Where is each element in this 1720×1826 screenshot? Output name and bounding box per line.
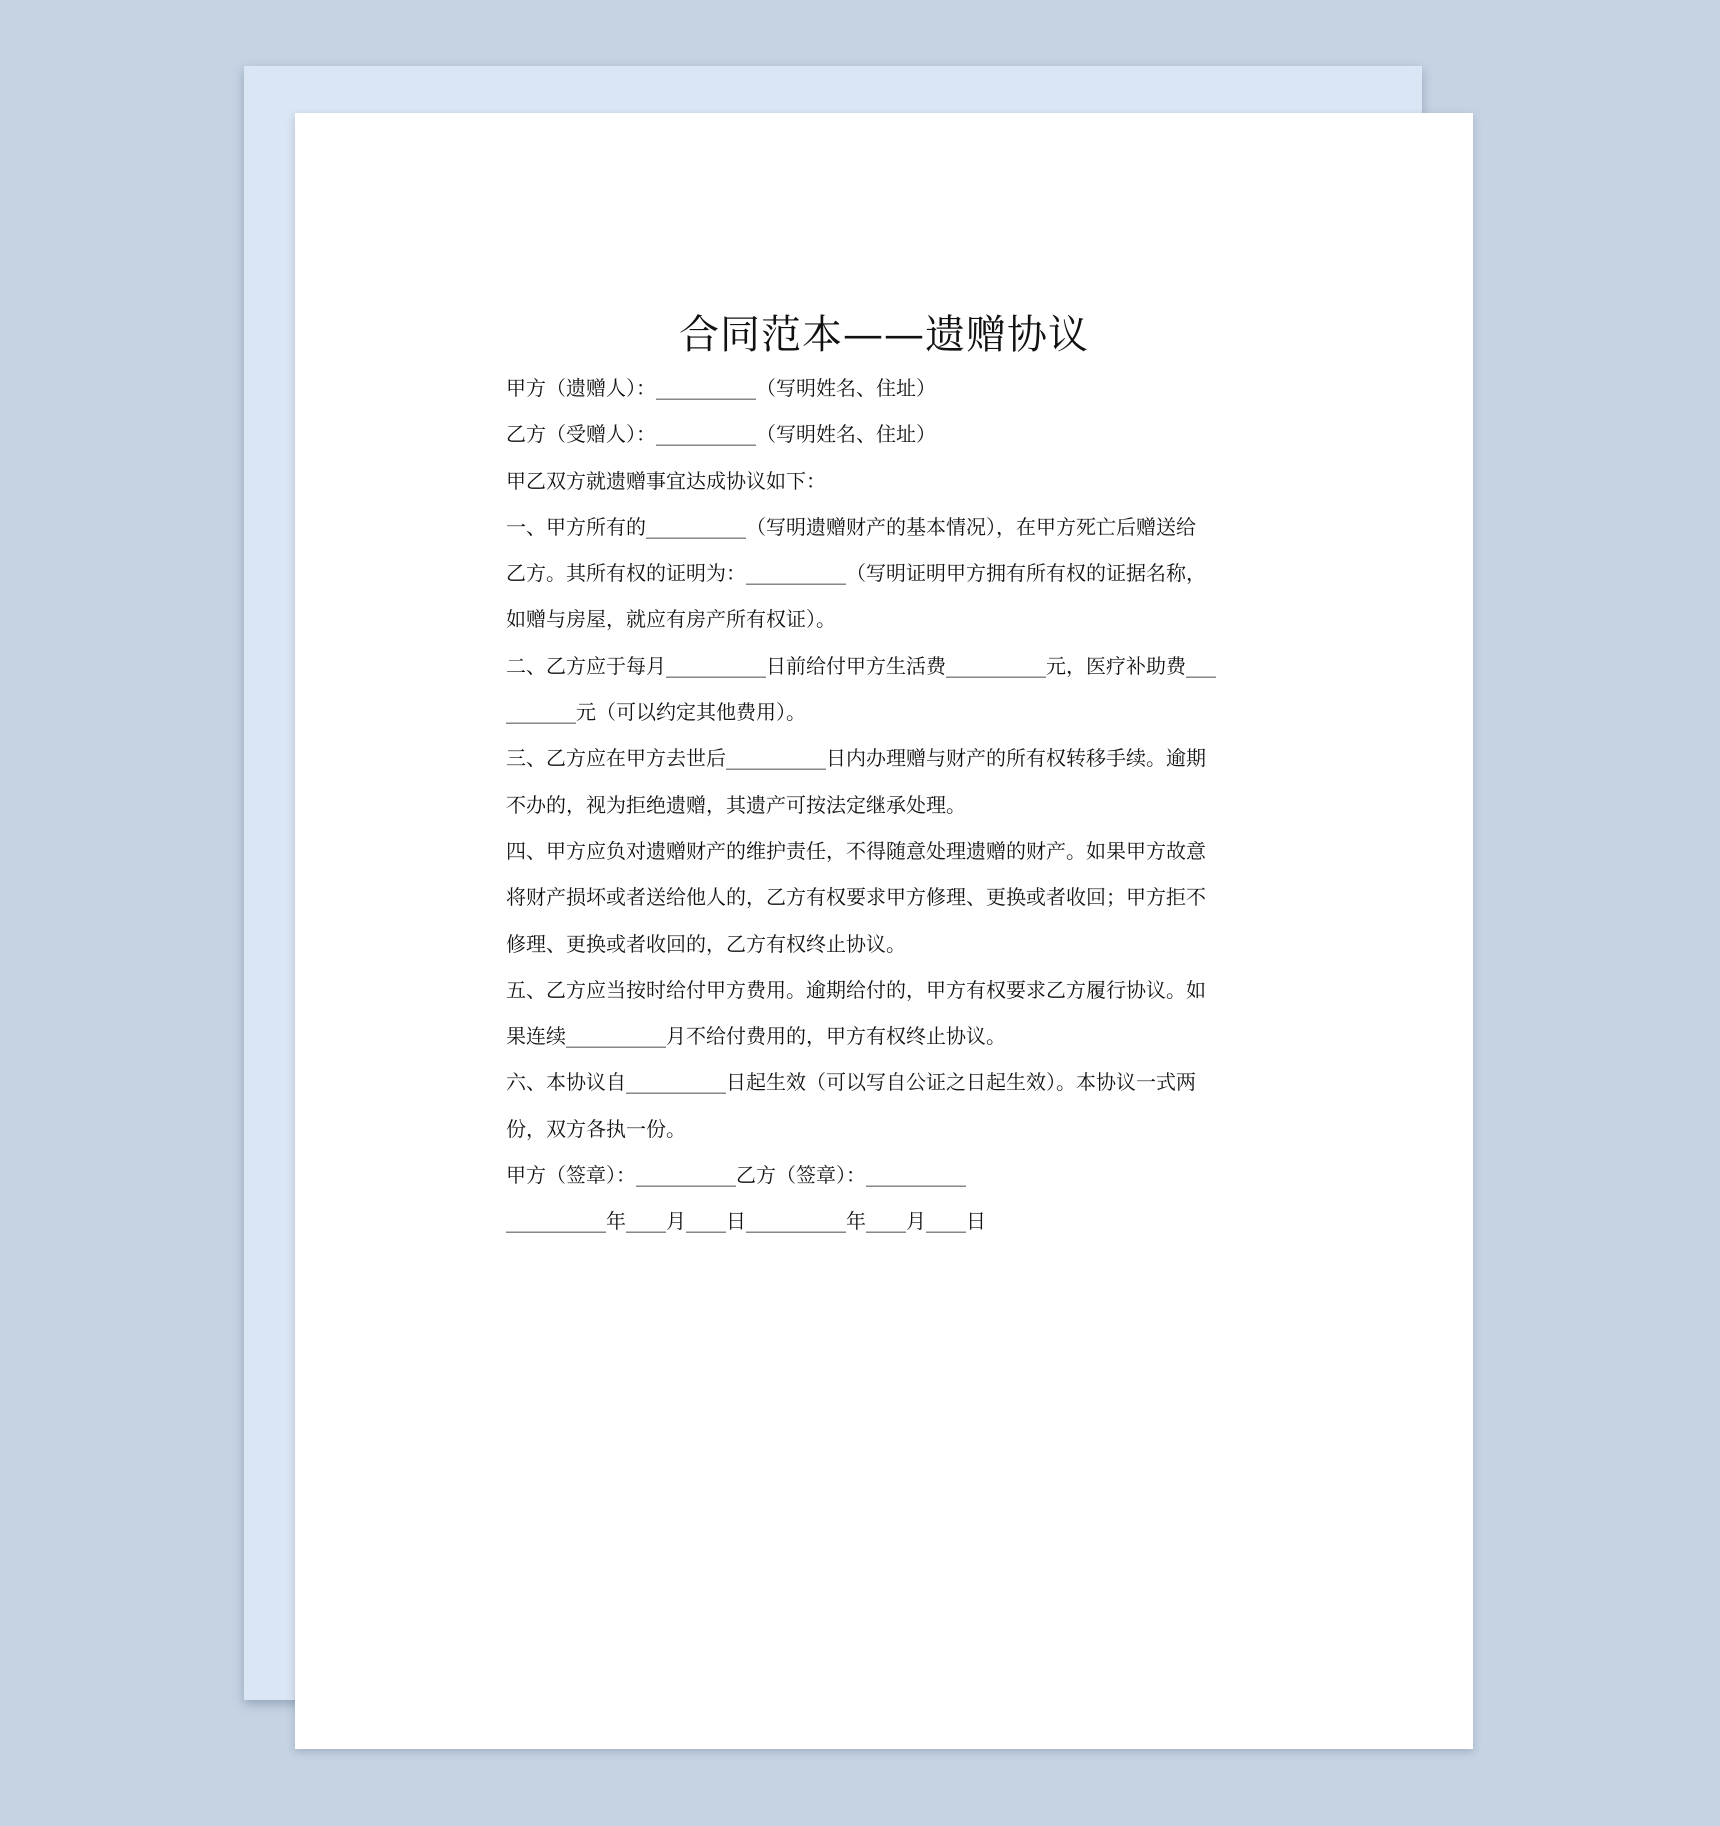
clause-1-line-1: 一、甲方所有的__________（写明遗赠财产的基本情况），在甲方死亡后赠送给: [506, 514, 1196, 539]
clause-1-line-2: 乙方。其所有权的证明为：__________（写明证明甲方拥有所有权的证据名称，: [506, 561, 1206, 586]
clause-5-line-1: 五、乙方应当按时给付甲方费用。逾期给付的，甲方有权要求乙方履行协议。如: [506, 977, 1206, 1002]
clause-3-line-2: 不办的，视为拒绝遗赠，其遗产可按法定继承处理。: [506, 792, 966, 817]
date-line: __________年____月____日__________年____月____日: [506, 1209, 986, 1234]
clause-4-line-2: 将财产损坏或者送给他人的，乙方有权要求甲方修理、更换或者收回；甲方拒不: [506, 885, 1206, 910]
clause-2-line-2: _______元（可以约定其他费用）。: [506, 700, 806, 725]
clause-4-line-3: 修理、更换或者收回的，乙方有权终止协议。: [506, 931, 906, 956]
clause-2-line-1: 二、乙方应于每月__________日前给付甲方生活费__________元，医疗补助费___: [506, 653, 1216, 678]
intro-line: 甲乙双方就遗赠事宜达成协议如下：: [506, 468, 826, 493]
clause-6-line-2: 份，双方各执一份。: [506, 1116, 686, 1141]
clause-6-line-1: 六、本协议自__________日起生效（可以写自公证之日起生效）。本协议一式两: [506, 1070, 1196, 1095]
party-a-line: 甲方（遗赠人）：__________（写明姓名、住址）: [506, 376, 936, 400]
clause-5-line-2: 果连续__________月不给付费用的，甲方有权终止协议。: [506, 1024, 1006, 1049]
clause-4-line-1: 四、甲方应负对遗赠财产的维护责任，不得随意处理遗赠的财产。如果甲方故意: [506, 838, 1206, 863]
document-page: [295, 113, 1473, 1749]
clause-3-line-1: 三、乙方应在甲方去世后__________日内办理赠与财产的所有权转移手续。逾期: [506, 746, 1206, 771]
document-body: [506, 365, 1266, 1245]
clause-1-line-3: 如赠与房屋，就应有房产所有权证）。: [506, 607, 836, 632]
document-title: 合同范本——遗赠协议: [679, 312, 1089, 358]
party-b-line: 乙方（受赠人）：__________（写明姓名、住址）: [506, 422, 936, 447]
signature-line: 甲方（签章）：__________乙方（签章）：__________: [506, 1163, 966, 1188]
